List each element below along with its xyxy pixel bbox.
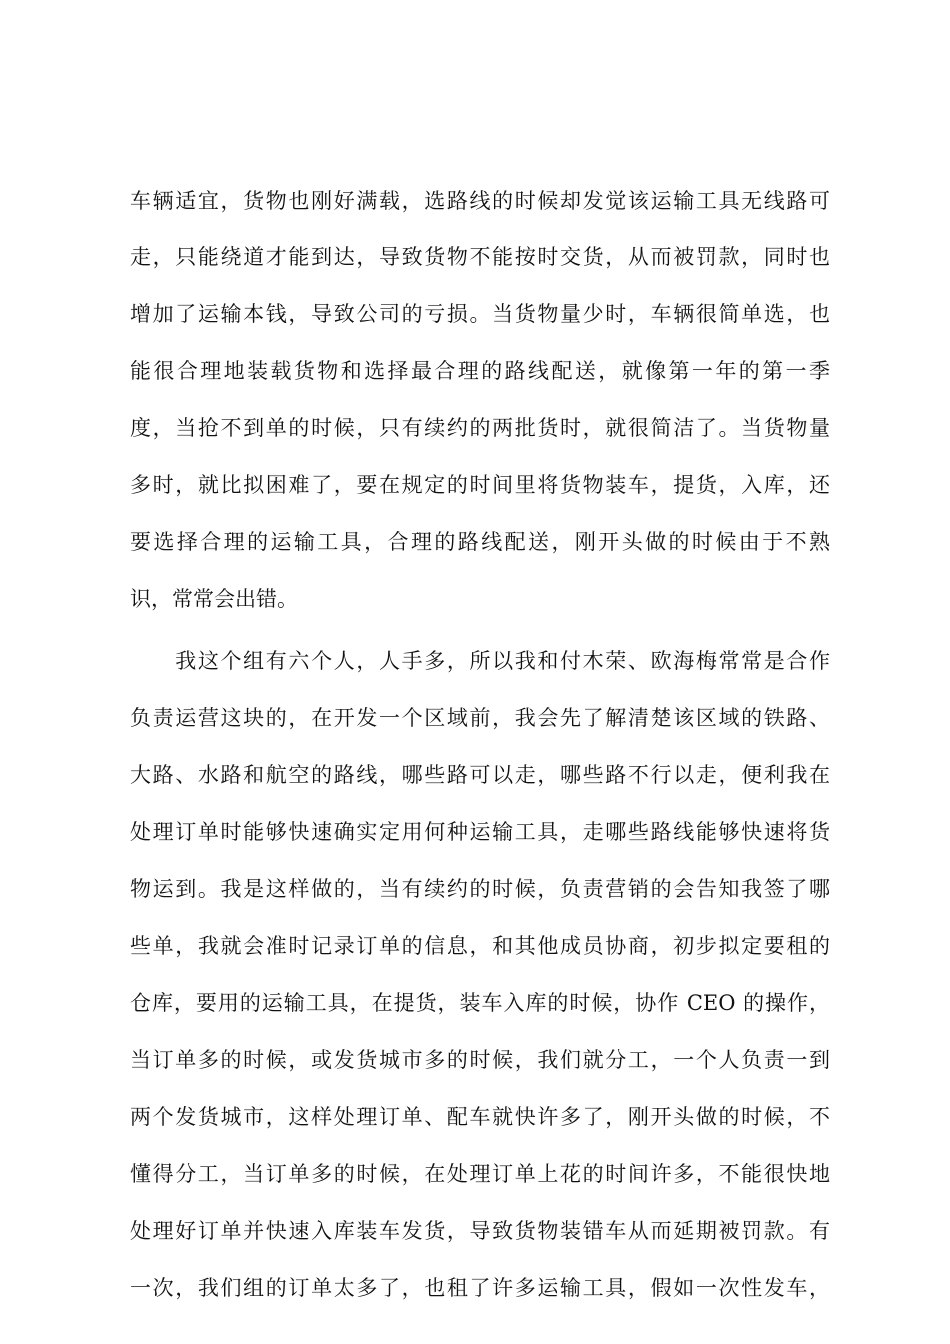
paragraph-2-line-2: 负责运营这块的，在开发一个区域前，我会先了解清楚该区域的铁路、 xyxy=(130,706,830,730)
paragraph-2-line-4: 处理订单时能够快速确实定用何种运输工具，走哪些路线能够快速将货 xyxy=(130,820,830,844)
paragraph-2-line-12: 一次，我们组的订单太多了，也租了许多运输工具，假如一次性发车， xyxy=(130,1276,830,1300)
paragraph-2-line-7: 仓库，要用的运输工具，在提货，装车入库的时候，协作 CEO 的操作， xyxy=(130,991,830,1015)
paragraph-1-line-1: 车辆适宜，货物也刚好满载，选路线的时候却发觉该运输工具无线路可 xyxy=(130,189,830,213)
paragraph-2-line-3: 大路、水路和航空的路线，哪些路可以走，哪些路不行以走，便利我在 xyxy=(130,763,830,787)
paragraph-2-line-8: 当订单多的时候，或发货城市多的时候，我们就分工，一个人负责一到 xyxy=(130,1048,830,1072)
paragraph-1-line-7: 要选择合理的运输工具，合理的路线配送，刚开头做的时候由于不熟 xyxy=(130,530,830,554)
paragraph-2-line-5: 物运到。我是这样做的，当有续约的时候，负责营销的会告知我签了哪 xyxy=(130,877,830,901)
paragraph-1-line-5: 度，当抢不到单的时候，只有续约的两批货时，就很简洁了。当货物量 xyxy=(130,416,830,440)
paragraph-2-line-6: 些单，我就会准时记录订单的信息，和其他成员协商，初步拟定要租的 xyxy=(130,934,830,958)
paragraph-1-line-3: 增加了运输本钱，导致公司的亏损。当货物量少时，车辆很简单选，也 xyxy=(130,302,830,326)
paragraph-2-line-10: 懂得分工，当订单多的时候，在处理订单上花的时间许多，不能很快地 xyxy=(130,1162,830,1186)
paragraph-2-line-1: 我这个组有六个人，人手多，所以我和付木荣、欧海梅常常是合作 xyxy=(130,649,830,673)
paragraph-1-line-8: 识，常常会出错。 xyxy=(130,587,298,611)
paragraph-1-line-4: 能很合理地装载货物和选择最合理的路线配送，就像第一年的第一季 xyxy=(130,359,830,383)
paragraph-2-line-11: 处理好订单并快速入库装车发货，导致货物装错车从而延期被罚款。有 xyxy=(130,1219,830,1243)
paragraph-2-line-9: 两个发货城市，这样处理订单、配车就快许多了，刚开头做的时候，不 xyxy=(130,1105,830,1129)
paragraph-1-line-2: 走，只能绕道才能到达，导致货物不能按时交货，从而被罚款，同时也 xyxy=(130,245,830,269)
paragraph-1-line-6: 多时，就比拟困难了，要在规定的时间里将货物装车，提货，入库，还 xyxy=(130,473,830,497)
